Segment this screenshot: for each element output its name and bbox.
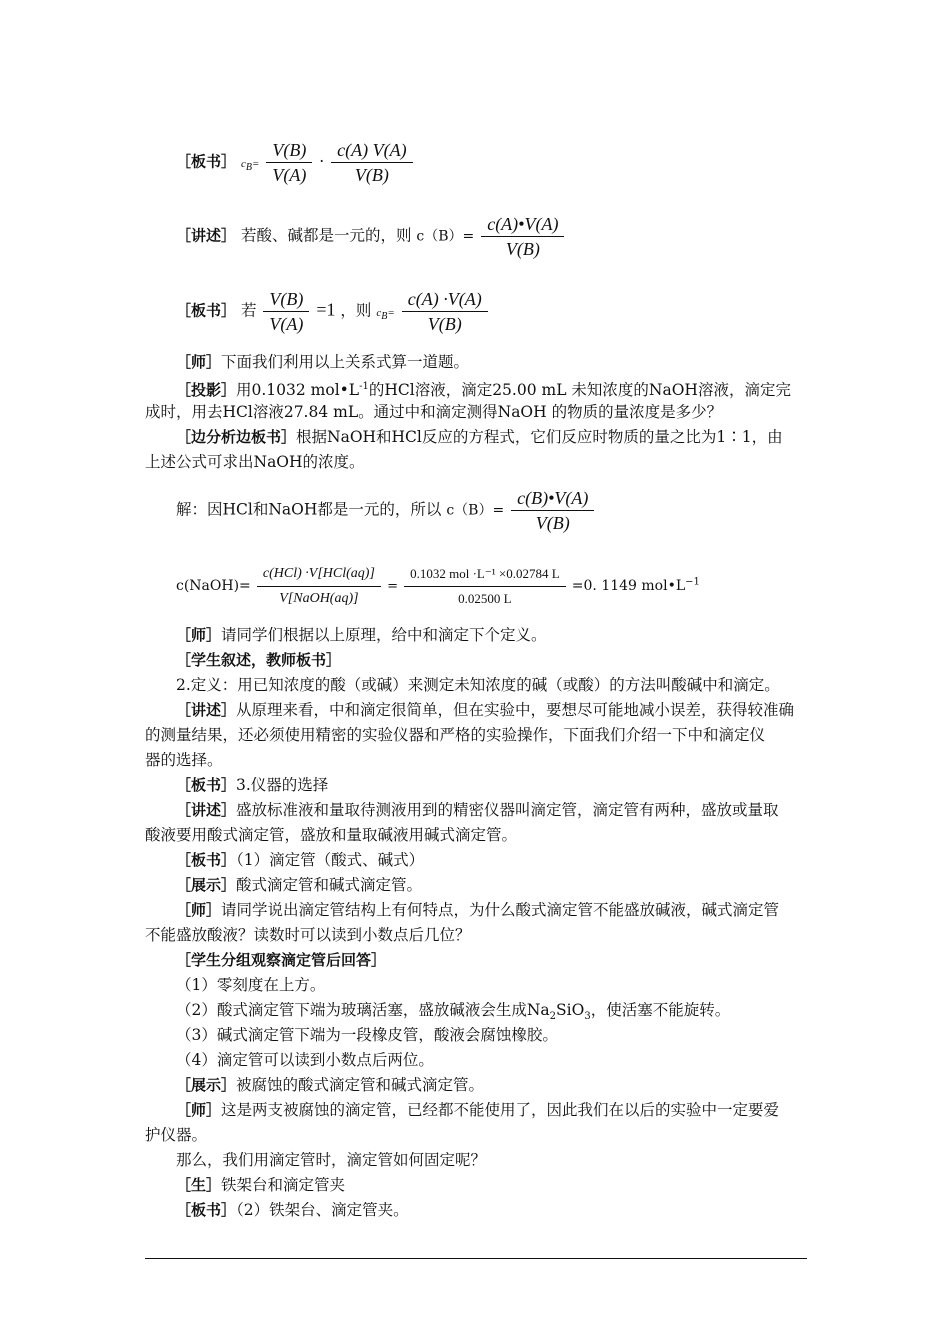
answer-text: ，使活塞不能旋转。 [590, 1001, 731, 1019]
teacher-text: 请同学说出滴定管结构上有何特点，为什么酸式滴定管不能盛放碱液，碱式滴定管 [221, 901, 780, 919]
lecture-text: 从原理来看，中和滴定很简单，但在实验中，要想尽可能地减小误差，获得较准确 [236, 701, 795, 719]
board-burette-line [176, 848, 841, 872]
tag-lecture: ［讲述］ [176, 801, 237, 819]
ze-text: ，则 [340, 301, 372, 320]
tag-teacher: ［师］ [176, 626, 222, 644]
teacher-line [176, 350, 841, 374]
projection-line-1 [176, 375, 841, 402]
equals-sign: = [387, 579, 398, 594]
fraction: $\frac{c(A) \cdot V(A)}{V(B)}$ [402, 287, 488, 336]
tag-projection: ［投影］ [176, 381, 237, 400]
projection-line-2: 成时，用去HCl溶液27.84 mL。通过中和滴定测得NaOH 的物质的量浓度是多少？ [145, 403, 723, 421]
tag-board: ［板书］ [176, 152, 237, 171]
tag-teacher: ［师］ [176, 353, 222, 371]
show-line-1 [176, 873, 841, 897]
fraction: $\frac{c(B)•V(A)}{V(B)}$ [511, 486, 594, 535]
calculation-line [176, 562, 841, 611]
tag-student-narrate: ［学生叙述，教师板书］ [176, 651, 342, 669]
board-text: 3.仪器的选择 [236, 776, 329, 794]
board-text: （1）滴定管（酸式、碱式） [236, 851, 425, 869]
lecture-text: 盛放标准液和量取待测液用到的精密仪器叫滴定管，滴定管有两种，盛放或量取 [236, 801, 779, 819]
tag-show: ［展示］ [176, 1076, 237, 1094]
lecture-line-3: 器的选择。 [145, 751, 223, 769]
tag-show: ［展示］ [176, 876, 237, 894]
calc-result: =0. 1149 mol•L [571, 578, 686, 594]
answer-4: （4）滴定管可以读到小数点后两位。 [176, 1051, 434, 1069]
calc-lhs: c(NaOH)= [176, 578, 251, 594]
tag-board: ［板书］ [176, 1201, 237, 1219]
answer-text: SiO [556, 1001, 585, 1019]
formula-lhs: c（B）= [446, 502, 505, 519]
equals-one: =1 [316, 299, 336, 320]
board-choice-line [176, 773, 841, 797]
dot-operator: · [319, 152, 325, 171]
tag-teacher: ［师］ [176, 1101, 222, 1119]
teacher-protect-line-2: 护仪器。 [145, 1126, 208, 1144]
answer-text: （2）酸式滴定管下端为玻璃活塞，盛放碱液会生成Na [176, 1001, 550, 1019]
fraction: $\frac{V(B)}{V(A)}$ [263, 287, 309, 336]
lecture-burette-line-2: 酸液要用酸式滴定管，盛放和量取碱液用碱式滴定管。 [145, 826, 518, 844]
fraction: $\frac{c(A) V(A)}{V(B)}$ [331, 138, 412, 187]
teacher-question-line-2: 不能盛放酸液？读数时可以读到小数点后几位？ [145, 926, 471, 944]
fraction: $\frac{\text{c(HCl) ·V[HCl(aq)]}}{\text{V[NaOH(aq)]}}$ [257, 562, 381, 611]
board-formula-2 [176, 287, 841, 336]
show-text: 被腐蚀的酸式滴定管和碱式滴定管。 [236, 1076, 485, 1094]
formula-lhs: $c_B=$ [240, 157, 260, 173]
solution-line [176, 486, 841, 535]
analysis-line-2: 上述公式可求出NaOH的浓度。 [145, 453, 365, 471]
tag-student: ［生］ [176, 1176, 222, 1194]
answer-3: （3）碱式滴定管下端为一段橡皮管，酸液会腐蚀橡胶。 [176, 1026, 558, 1044]
student-narrate-line [176, 648, 841, 672]
show-text: 酸式滴定管和碱式滴定管。 [236, 876, 423, 894]
fraction: $\frac{\text{0.1032 mol ·L⁻¹ ×0.02784 L}}{0.02500 L}$ [404, 562, 566, 611]
analysis-text: 根据NaOH和HCl反应的方程式，它们反应时物质的量之比为1∶1，由 [296, 428, 783, 446]
teacher-protect-line-1 [176, 1098, 841, 1122]
tag-board: ［板书］ [176, 851, 237, 869]
projection-text: 的HCl溶液，滴定25.00 mL 未知浓度的NaOH溶液，滴定完 [368, 381, 791, 400]
projection-text: 用0.1032 mol•L [236, 381, 360, 400]
board-formula-1 [176, 138, 841, 187]
student-group-line [176, 948, 841, 972]
ruo-text: 若 [240, 301, 257, 320]
answer-1: （1）零刻度在上方。 [176, 976, 326, 994]
teacher-text: 请同学们根据以上原理，给中和滴定下个定义。 [221, 626, 547, 644]
tag-student-group: ［学生分组观察滴定管后回答］ [176, 951, 387, 969]
question-fix-line: 那么，我们用滴定管时，滴定管如何固定呢？ [176, 1151, 487, 1169]
subscript: 2 [549, 1011, 557, 1023]
definition-line: 2.定义：用已知浓度的酸（或碱）来测定未知浓度的碱（或酸）的方法叫酸碱中和滴定。 [176, 676, 780, 694]
analysis-line-1 [176, 425, 841, 449]
superscript: −1 [685, 576, 700, 588]
teacher-question-line-1 [176, 898, 841, 922]
lecture-line-2: 的测量结果，还必须使用精密的实验仪器和严格的实验操作，下面我们介绍一下中和滴定仪 [145, 726, 766, 744]
teacher-define-line [176, 623, 841, 647]
formula-lhs: $c_B=$ [376, 306, 395, 322]
lecture-burette-line-1 [176, 798, 841, 822]
teacher-text: 这是两支被腐蚀的滴定管，已经都不能使用了，因此我们在以后的实验中一定要爱 [221, 1101, 780, 1119]
teacher-text: 下面我们利用以上关系式算一道题。 [221, 353, 470, 371]
board-text: （2）铁架台、滴定管夹。 [236, 1201, 409, 1219]
fraction: $\frac{V(B)}{V(A)}$ [266, 138, 312, 187]
tag-lecture: ［讲述］ [176, 226, 237, 245]
lecture-line-1 [176, 698, 841, 722]
show-line-2 [176, 1073, 841, 1097]
formula-lhs: c（B）= [416, 228, 475, 245]
student-text: 铁架台和滴定管夹 [221, 1176, 346, 1194]
student-answer-line [176, 1173, 841, 1197]
footer-rule [145, 1258, 807, 1259]
lecture-formula-line [176, 212, 841, 261]
board-stand-line [176, 1198, 841, 1222]
tag-analysis-board: ［边分析边板书］ [176, 428, 297, 446]
fraction: $\frac{c(A)•V(A)}{V(B)}$ [481, 212, 564, 261]
tag-board: ［板书］ [176, 776, 237, 794]
tag-lecture: ［讲述］ [176, 701, 237, 719]
subscript: 3 [584, 1011, 591, 1023]
solution-text: 解：因HCl和NaOH都是一元的，所以 [176, 500, 442, 519]
superscript: -1 [359, 381, 369, 392]
tag-teacher: ［师］ [176, 901, 222, 919]
tag-board: ［板书］ [176, 301, 237, 320]
lecture-text: 若酸、碱都是一元的，则 [240, 226, 412, 245]
